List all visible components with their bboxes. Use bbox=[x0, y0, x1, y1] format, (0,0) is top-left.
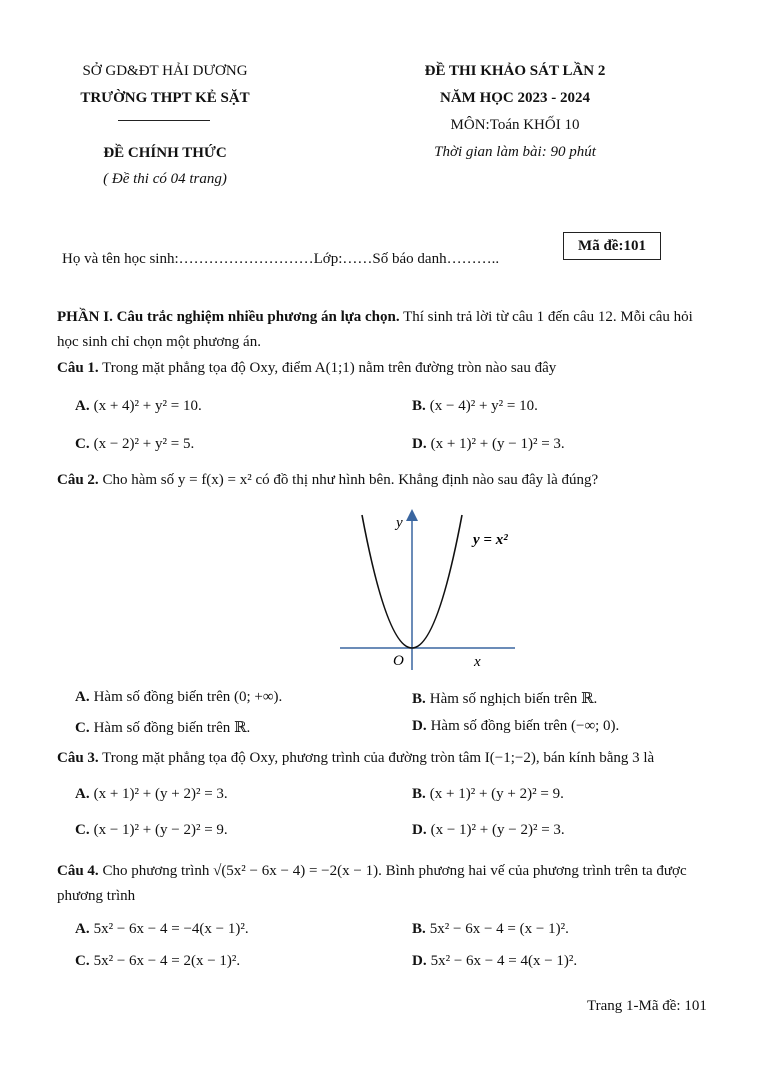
question-4-text: Cho phương trình √(5x² − 6x − 4) = −2(x − 1). Bình phương hai vế của phương trình trên ta được phương trình bbox=[57, 863, 687, 904]
question-2-label: Câu 2. bbox=[57, 472, 99, 488]
question-2-option-d[interactable]: D. Hàm số đồng biến trên (−∞; 0). bbox=[412, 718, 620, 734]
exam-title: ĐỀ THI KHẢO SÁT LẦN 2 bbox=[424, 63, 606, 79]
time-limit: Thời gian làm bài: 90 phút bbox=[434, 144, 596, 160]
question-2-option-a[interactable]: A. Hàm số đồng biến trên (0; +∞). bbox=[75, 689, 283, 705]
question-3-option-c[interactable]: C. (x − 1)² + (y − 2)² = 9. bbox=[75, 822, 228, 838]
question-2-option-c[interactable]: C. Hàm số đồng biến trên ℝ. bbox=[75, 720, 251, 736]
x-axis-label: x bbox=[474, 654, 481, 670]
question-3-label: Câu 3. bbox=[57, 750, 99, 766]
part-1-title: PHẦN I. Câu trắc nghiệm nhiều phương án lựa chọn. bbox=[57, 309, 400, 325]
question-1-text: Trong mặt phẳng tọa độ Oxy, điểm A(1;1) nằm trên đường tròn nào sau đây bbox=[102, 360, 557, 376]
pages-note: ( Đề thi có 04 trang) bbox=[103, 171, 227, 187]
department-name: SỞ GD&ĐT HẢI DƯƠNG bbox=[82, 63, 248, 79]
student-info-line: Họ và tên học sinh:………………………Lớp:……Số báo danh……….. bbox=[62, 251, 500, 267]
question-3-option-a[interactable]: A. (x + 1)² + (y + 2)² = 3. bbox=[75, 786, 228, 802]
curve-label: y = x² bbox=[473, 532, 508, 548]
question-4 bbox=[57, 859, 712, 909]
question-3-option-b[interactable]: B. (x + 1)² + (y + 2)² = 9. bbox=[412, 786, 564, 802]
question-1-option-d[interactable]: D. (x + 1)² + (y − 1)² = 3. bbox=[412, 436, 565, 452]
question-4-option-c[interactable]: C. 5x² − 6x − 4 = 2(x − 1)². bbox=[75, 953, 241, 969]
header-divider bbox=[118, 120, 210, 121]
parabola-graph bbox=[330, 505, 530, 675]
question-1-option-a[interactable]: A. (x + 4)² + y² = 10. bbox=[75, 398, 202, 414]
official-label: ĐỀ CHÍNH THỨC bbox=[103, 145, 227, 161]
school-name: TRƯỜNG THPT KẺ SẶT bbox=[80, 90, 250, 106]
y-axis-label: y bbox=[396, 515, 403, 531]
subject: MÔN:Toán KHỐI 10 bbox=[450, 117, 580, 133]
question-3-text: Trong mặt phẳng tọa độ Oxy, phương trình của đường tròn tâm I(−1;−2), bán kính bằng 3 là bbox=[102, 750, 655, 766]
question-3-option-d[interactable]: D. (x − 1)² + (y − 2)² = 3. bbox=[412, 822, 565, 838]
question-2-option-b[interactable]: B. Hàm số nghịch biến trên ℝ. bbox=[412, 691, 598, 707]
question-2-text: Cho hàm số y = f(x) = x² có đồ thị như hình bên. Khẳng định nào sau đây là đúng? bbox=[102, 472, 599, 488]
part-1-heading bbox=[57, 305, 712, 355]
question-1-option-c[interactable]: C. (x − 2)² + y² = 5. bbox=[75, 436, 195, 452]
page-footer: Trang 1-Mã đề: 101 bbox=[587, 998, 707, 1014]
exam-code-box: Mã đề:101 bbox=[563, 232, 661, 260]
question-1 bbox=[57, 360, 556, 377]
question-1-label: Câu 1. bbox=[57, 360, 99, 376]
question-4-option-b[interactable]: B. 5x² − 6x − 4 = (x − 1)². bbox=[412, 921, 569, 937]
question-3 bbox=[57, 750, 654, 767]
question-2 bbox=[57, 472, 598, 489]
question-4-option-d[interactable]: D. 5x² − 6x − 4 = 4(x − 1)². bbox=[412, 953, 578, 969]
question-4-option-a[interactable]: A. 5x² − 6x − 4 = −4(x − 1)². bbox=[75, 921, 249, 937]
question-4-label: Câu 4. bbox=[57, 863, 99, 879]
question-1-option-b[interactable]: B. (x − 4)² + y² = 10. bbox=[412, 398, 538, 414]
school-year: NĂM HỌC 2023 - 2024 bbox=[440, 90, 590, 106]
origin-label: O bbox=[393, 653, 404, 669]
part-1-instruction: Thí sinh trả lời từ câu 1 đến câu 12. Mỗi câu hỏi học sinh chỉ chọn một phương án. bbox=[57, 309, 693, 350]
